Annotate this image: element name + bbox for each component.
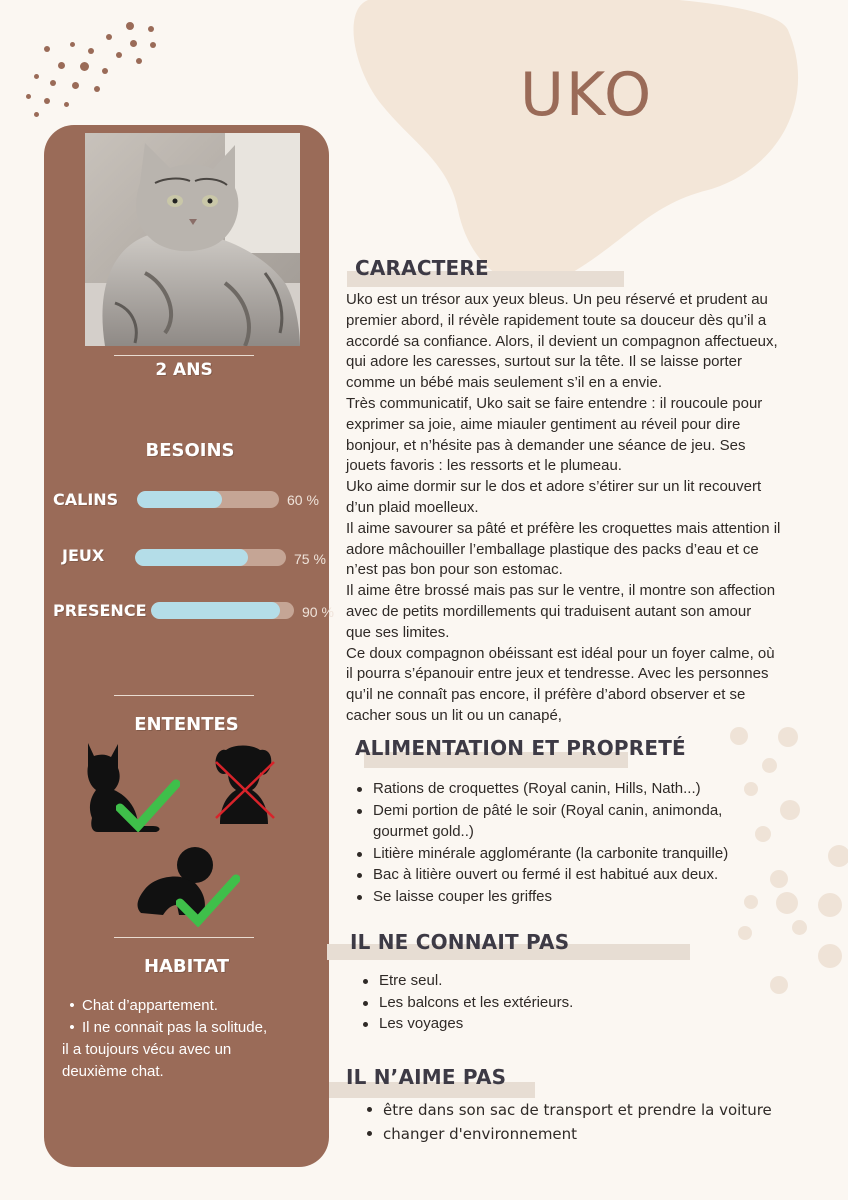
caractere-line: Très communicatif, Uko sait se faire entendre : il roucoule pour bbox=[346, 394, 763, 412]
caractere-line: exprimer sa joie, aime miauler gentiment au réveil pour dire bbox=[346, 415, 741, 433]
list-item-continuation: deuxième chat. bbox=[62, 1063, 164, 1080]
list-item: Etre seul. bbox=[359, 970, 699, 992]
list-item: Se laisse couper les griffes bbox=[353, 886, 793, 908]
needs-bar-calins bbox=[137, 491, 279, 508]
needs-bar-fill bbox=[151, 602, 280, 619]
caractere-line: Il aime savourer sa pâté et préfère les croquettes mais attention il bbox=[346, 519, 781, 537]
sidebar-divider bbox=[114, 937, 254, 938]
caractere-line: accordé sa confiance. Alors, il devient un compagnon affectueux, bbox=[346, 332, 778, 350]
age-label: 2 ANS bbox=[155, 360, 213, 380]
needs-bar-fill bbox=[137, 491, 222, 508]
list-item: Les voyages bbox=[359, 1013, 699, 1035]
caractere-line: qui adore les caresses, surtout sur la tête. Il se laisse porter bbox=[346, 353, 743, 371]
alimentation-list bbox=[353, 778, 793, 907]
ententes-heading: ENTENTES bbox=[134, 714, 239, 735]
list-item: Litière minérale agglomérante (la carbonite tranquille) bbox=[353, 843, 793, 865]
caractere-line: Uko est un trésor aux yeux bleus. Un peu réservé et prudent au bbox=[346, 291, 768, 308]
needs-pct-presence: 90 % bbox=[302, 604, 334, 620]
page-title: UKO bbox=[520, 60, 654, 130]
caractere-text bbox=[346, 290, 816, 727]
list-item: Demi portion de pâté le soir (Royal canin, animonda, gourmet gold..) bbox=[353, 800, 793, 843]
caractere-line: comme un bébé mais seulement s’il en a envie. bbox=[346, 374, 662, 392]
caractere-line: qu’il ne connaît pas encore, il préfère d’abord observer et se bbox=[346, 686, 746, 704]
caractere-line: d’un plaid moelleux. bbox=[346, 498, 479, 516]
ne-connait-pas-list bbox=[359, 970, 699, 1035]
needs-label-jeux: JEUX bbox=[62, 546, 105, 565]
list-item: être dans son sac de transport et prendre la voiture bbox=[363, 1098, 803, 1122]
caractere-line: n’est pas bon pour son estomac. bbox=[346, 561, 563, 579]
alimentation-heading: ALIMENTATION ET PROPRETÉ bbox=[355, 736, 686, 760]
caractere-line: avec de petits mordillements qui traduisent autant son amour bbox=[346, 602, 752, 620]
caractere-line: Uko aime dormir sur le dos et adore s’étirer sur un lit recouvert bbox=[346, 478, 762, 496]
list-item-continuation: il a toujours vécu avec un bbox=[62, 1041, 232, 1058]
naime-pas-list bbox=[363, 1098, 803, 1146]
caractere-line: jouets favoris : les ressorts et le plumeau. bbox=[346, 457, 622, 475]
caractere-line: il pourra s’épanouir entre jeux et tendresse. Avec les personnes bbox=[346, 665, 769, 683]
list-item: • Il ne connait pas la solitude, bbox=[69, 1019, 268, 1036]
caractere-line: premier abord, il révèle rapidement toute sa douceur dès qu’il a bbox=[346, 311, 767, 329]
list-item: Rations de croquettes (Royal canin, Hills, Nath...) bbox=[353, 778, 793, 800]
caractere-line: adore mâchouiller l’emballage plastique des packs d’eau et ce bbox=[346, 540, 759, 558]
naime-pas-heading: IL N’AIME PAS bbox=[346, 1065, 507, 1089]
list-item: Les balcons et les extérieurs. bbox=[359, 992, 699, 1014]
needs-pct-calins: 60 % bbox=[287, 492, 319, 508]
needs-bar-fill bbox=[135, 549, 248, 566]
needs-pct-jeux: 75 % bbox=[294, 551, 326, 567]
cat-photo bbox=[85, 133, 300, 346]
needs-heading: BESOINS bbox=[145, 440, 235, 461]
decorative-dots bbox=[18, 18, 168, 128]
ne-connait-pas-heading: IL NE CONNAIT PAS bbox=[350, 930, 570, 954]
needs-label-calins: CALINS bbox=[53, 490, 119, 509]
caractere-line: que ses limites. bbox=[346, 623, 450, 641]
needs-bar-jeux bbox=[135, 549, 286, 566]
needs-bar-presence bbox=[151, 602, 294, 619]
check-icon bbox=[176, 873, 240, 927]
list-item: • Chat d’appartement. bbox=[69, 997, 218, 1014]
caractere-line: bonjour, et n’hésite pas à demander une séance de jeu. Ses bbox=[346, 436, 746, 454]
decorative-blob bbox=[348, 0, 818, 290]
caractere-line: Ce doux compagnon obéissant est idéal pour un foyer calme, où bbox=[346, 644, 775, 662]
sidebar-divider bbox=[114, 355, 254, 356]
cross-icon bbox=[212, 758, 278, 822]
habitat-heading: HABITAT bbox=[143, 956, 230, 977]
habitat-list bbox=[62, 995, 312, 1083]
needs-label-presence: PRESENCE bbox=[53, 601, 147, 620]
list-item: changer d'environnement bbox=[363, 1122, 803, 1146]
caractere-line: cacher sous un lit ou un canapé, bbox=[346, 706, 562, 724]
list-item: Bac à litière ouvert ou fermé il est habitué aux deux. bbox=[353, 864, 793, 886]
caractere-line: Il aime être brossé mais pas sur le ventre, il montre son affection bbox=[346, 582, 776, 600]
check-icon bbox=[116, 778, 180, 832]
caractere-heading: CARACTERE bbox=[355, 256, 489, 280]
sidebar-divider bbox=[114, 695, 254, 696]
